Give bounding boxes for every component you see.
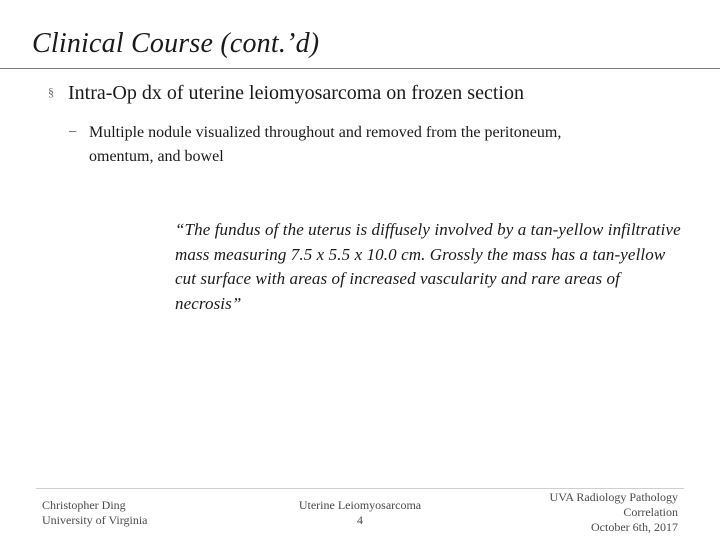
sub-bullet-item: [68, 121, 628, 169]
dash-bullet-icon: −: [68, 124, 78, 141]
title-divider: [0, 68, 720, 69]
footer-affiliation: University of Virginia: [42, 513, 148, 527]
footer-date: October 6th, 2017: [591, 520, 678, 534]
sub-bullet-text: Multiple nodule visualized throughout and removed from the peritoneum, omentum, and bowel: [89, 124, 562, 165]
section-bullet-icon: §: [48, 85, 54, 99]
footer-divider: [36, 488, 684, 489]
footer-topic: Uterine Leiomyosarcoma: [298, 498, 422, 512]
footer-author: Christopher Ding: [42, 498, 126, 512]
footer-author-block: [42, 498, 242, 528]
pathology-quote: “The fundus of the uterus is diffusely involved by a tan-yellow infiltrative mass measuring 7.5 x 5.5 x 10.0 cm. Grossly the mass has a tan-yellow cut surface with areas of increased vascularity and rare areas of necrosis”: [175, 220, 681, 313]
footer-topic-block: [260, 498, 460, 528]
bullet-item: [48, 80, 708, 105]
slide-title: Clinical Course (cont.’d): [32, 28, 320, 59]
footer-conference-line2: Correlation: [623, 505, 678, 519]
page-number: 4: [357, 513, 363, 527]
footer-conference-line1: UVA Radiology Pathology: [549, 490, 678, 504]
footer-conference-block: [480, 490, 678, 535]
bullet-text: Intra-Op dx of uterine leiomyosarcoma on frozen section: [68, 82, 524, 104]
